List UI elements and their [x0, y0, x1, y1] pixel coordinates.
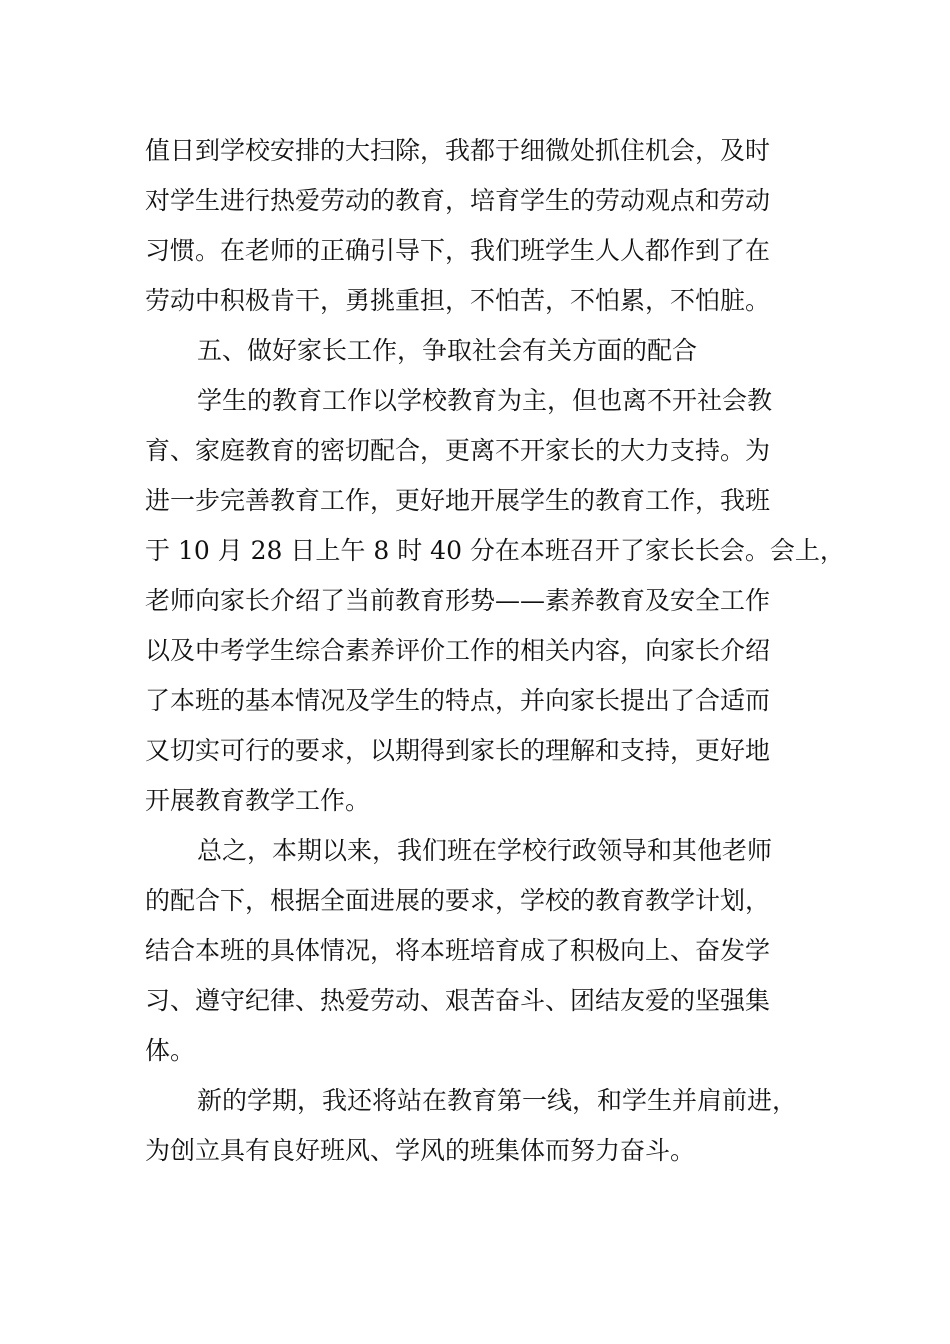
text-line: 总之，本期以来，我们班在学校行政领导和其他老师: [197, 836, 773, 865]
text-line: 值日到学校安排的大扫除，我都于细微处抓住机会，及时: [145, 136, 771, 165]
text-line: 习、遵守纪律、热爱劳动、艰苦奋斗、团结友爱的坚强集: [145, 986, 771, 1015]
text-line: 又切实可行的要求，以期得到家长的理解和支持，更好地: [145, 736, 771, 765]
text-line: 为创立具有良好班风、学风的班集体而努力奋斗。: [145, 1136, 696, 1165]
text-line: 育、家庭教育的密切配合，更离不开家长的大力支持。为: [145, 436, 771, 465]
text-line: 于 10 月 28 日上午 8 时 40 分在本班召开了家长长会。会上，: [145, 536, 845, 565]
text-line: 结合本班的具体情况，将本班培育成了积极向上、奋发学: [145, 936, 771, 965]
text-line: 以及中考学生综合素养评价工作的相关内容，向家长介绍: [145, 636, 771, 665]
text-line: 习惯。在老师的正确引导下，我们班学生人人都作到了在: [145, 236, 771, 265]
text-line: 进一步完善教育工作，更好地开展学生的教育工作，我班: [145, 486, 771, 515]
text-line: 对学生进行热爱劳动的教育，培育学生的劳动观点和劳动: [145, 186, 771, 215]
text-line: 老师向家长介绍了当前教育形势——素养教育及安全工作: [145, 586, 771, 615]
text-line: 开展教育教学工作。: [145, 786, 371, 815]
text-line: 体。: [145, 1036, 196, 1065]
text-line: 学生的教育工作以学校教育为主，但也离不开社会教: [197, 386, 773, 415]
text-line: 的配合下，根据全面进展的要求，学校的教育教学计划，: [145, 886, 771, 915]
section-heading: 五、做好家长工作，争取社会有关方面的配合: [197, 336, 698, 365]
text-line: 了本班的基本情况及学生的特点，并向家长提出了合适而: [145, 686, 771, 715]
text-line: 劳动中积极肯干，勇挑重担，不怕苦，不怕累，不怕脏。: [145, 286, 771, 315]
text-line: 新的学期，我还将站在教育第一线，和学生并肩前进，: [197, 1086, 798, 1115]
